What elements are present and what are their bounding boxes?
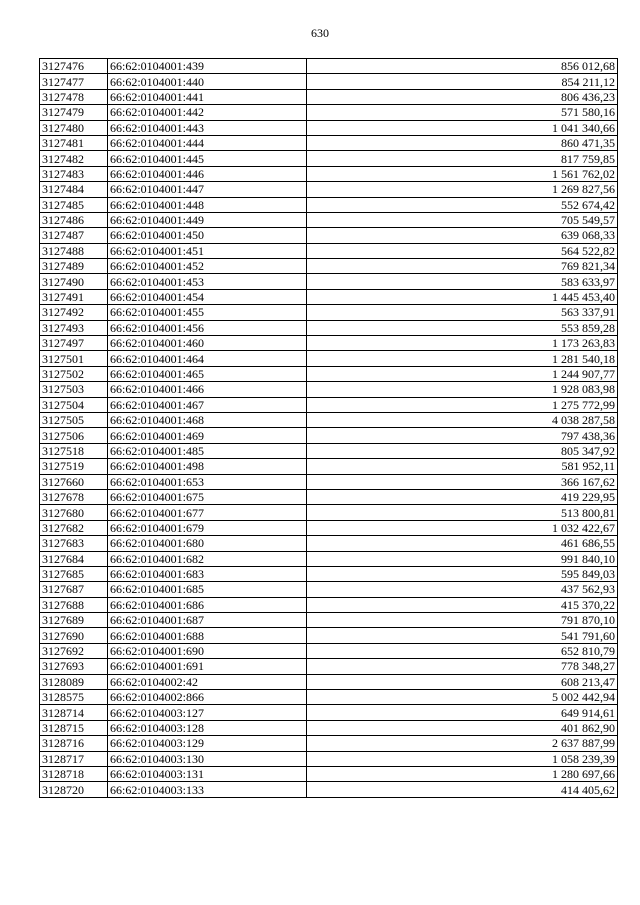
cadastral-value-cell: 778 348,27 [307,659,618,674]
row-number-cell: 3127687 [40,582,108,597]
table-row [40,643,618,658]
cadastral-number-cell: 66:62:0104001:454 [108,289,307,304]
table-row [40,151,618,166]
cadastral-value-cell: 4 038 287,58 [307,412,618,427]
cadastral-number-cell: 66:62:0104001:450 [108,228,307,243]
table-row [40,520,618,535]
table-row [40,166,618,181]
cadastral-value-cell: 652 810,79 [307,643,618,658]
cadastral-number-cell: 66:62:0104001:690 [108,643,307,658]
cadastral-value-cell: 805 347,92 [307,443,618,458]
row-number-cell: 3127484 [40,182,108,197]
row-number-cell: 3127493 [40,320,108,335]
cadastral-value-cell: 817 759,85 [307,151,618,166]
cadastral-number-cell: 66:62:0104001:686 [108,597,307,612]
row-number-cell: 3127502 [40,366,108,381]
table-row [40,659,618,674]
table-row [40,120,618,135]
table-row [40,736,618,751]
row-number-cell: 3127481 [40,135,108,150]
table-row [40,489,618,504]
cadastral-value-cell: 791 870,10 [307,613,618,628]
table-row [40,459,618,474]
cadastral-number-cell: 66:62:0104002:866 [108,690,307,705]
cadastral-value-cell: 419 229,95 [307,489,618,504]
cadastral-value-cell: 608 213,47 [307,674,618,689]
cadastral-number-cell: 66:62:0104001:464 [108,351,307,366]
table-row [40,336,618,351]
table-row [40,74,618,89]
row-number-cell: 3127486 [40,212,108,227]
table-row [40,182,618,197]
cadastral-value-cell: 581 952,11 [307,459,618,474]
cadastral-number-cell: 66:62:0104001:467 [108,397,307,412]
cadastral-value-cell: 1 561 762,02 [307,166,618,181]
table-row [40,105,618,120]
row-number-cell: 3128089 [40,674,108,689]
cadastral-number-cell: 66:62:0104001:469 [108,428,307,443]
row-number-cell: 3127689 [40,613,108,628]
cadastral-value-cell: 860 471,35 [307,135,618,150]
row-number-cell: 3127692 [40,643,108,658]
table-row [40,566,618,581]
row-number-cell: 3127506 [40,428,108,443]
cadastral-number-cell: 66:62:0104001:498 [108,459,307,474]
cadastral-value-cell: 769 821,34 [307,259,618,274]
cadastral-number-cell: 66:62:0104001:447 [108,182,307,197]
row-number-cell: 3127690 [40,628,108,643]
row-number-cell: 3127480 [40,120,108,135]
cadastral-value-cell: 806 436,23 [307,89,618,104]
cadastral-value-cell: 1 032 422,67 [307,520,618,535]
table-body [40,59,618,798]
row-number-cell: 3128716 [40,736,108,751]
table-row [40,690,618,705]
row-number-cell: 3127491 [40,289,108,304]
row-number-cell: 3127488 [40,243,108,258]
row-number-cell: 3128718 [40,766,108,781]
cadastral-number-cell: 66:62:0104001:451 [108,243,307,258]
cadastral-number-cell: 66:62:0104001:679 [108,520,307,535]
cadastral-value-cell: 1 041 340,66 [307,120,618,135]
cadastral-value-cell: 639 068,33 [307,228,618,243]
page-number: 630 [311,26,329,40]
table-row [40,135,618,150]
table-row [40,397,618,412]
cadastral-value-cell: 2 637 887,99 [307,736,618,751]
table-row [40,474,618,489]
row-number-cell: 3127482 [40,151,108,166]
cadastral-number-cell: 66:62:0104001:439 [108,59,307,74]
cadastral-value-table [39,58,618,798]
cadastral-value-cell: 571 580,16 [307,105,618,120]
table-row [40,505,618,520]
row-number-cell: 3127683 [40,536,108,551]
cadastral-number-cell: 66:62:0104002:42 [108,674,307,689]
cadastral-value-cell: 1 173 263,83 [307,336,618,351]
row-number-cell: 3128720 [40,782,108,797]
cadastral-number-cell: 66:62:0104001:465 [108,366,307,381]
cadastral-value-cell: 1 275 772,99 [307,397,618,412]
row-number-cell: 3127497 [40,336,108,351]
cadastral-value-cell: 1 269 827,56 [307,182,618,197]
table-row [40,320,618,335]
cadastral-value-cell: 649 914,61 [307,705,618,720]
cadastral-number-cell: 66:62:0104001:449 [108,212,307,227]
cadastral-number-cell: 66:62:0104001:446 [108,166,307,181]
cadastral-value-cell: 1 280 697,66 [307,766,618,781]
table-row [40,551,618,566]
cadastral-number-cell: 66:62:0104001:442 [108,105,307,120]
cadastral-value-cell: 513 800,81 [307,505,618,520]
row-number-cell: 3127682 [40,520,108,535]
cadastral-number-cell: 66:62:0104001:675 [108,489,307,504]
cadastral-number-cell: 66:62:0104001:444 [108,135,307,150]
row-number-cell: 3127489 [40,259,108,274]
cadastral-value-cell: 415 370,22 [307,597,618,612]
cadastral-number-cell: 66:62:0104001:453 [108,274,307,289]
row-number-cell: 3128714 [40,705,108,720]
cadastral-value-cell: 5 002 442,94 [307,690,618,705]
cadastral-value-cell: 414 405,62 [307,782,618,797]
cadastral-value-cell: 1 445 453,40 [307,289,618,304]
cadastral-number-cell: 66:62:0104001:688 [108,628,307,643]
table-row [40,597,618,612]
row-number-cell: 3127684 [40,551,108,566]
table-row [40,674,618,689]
row-number-cell: 3127688 [40,597,108,612]
cadastral-number-cell: 66:62:0104001:680 [108,536,307,551]
cadastral-value-cell: 564 522,82 [307,243,618,258]
cadastral-number-cell: 66:62:0104001:468 [108,412,307,427]
cadastral-value-cell: 595 849,03 [307,566,618,581]
cadastral-number-cell: 66:62:0104001:443 [108,120,307,135]
table-row [40,243,618,258]
cadastral-value-cell: 366 167,62 [307,474,618,489]
table-row [40,628,618,643]
table-row [40,582,618,597]
row-number-cell: 3127660 [40,474,108,489]
row-number-cell: 3127476 [40,59,108,74]
cadastral-number-cell: 66:62:0104001:440 [108,74,307,89]
cadastral-value-cell: 401 862,90 [307,720,618,735]
table-row [40,428,618,443]
row-number-cell: 3127487 [40,228,108,243]
row-number-cell: 3127518 [40,443,108,458]
row-number-cell: 3127678 [40,489,108,504]
row-number-cell: 3127501 [40,351,108,366]
row-number-cell: 3127490 [40,274,108,289]
cadastral-number-cell: 66:62:0104003:131 [108,766,307,781]
table-row [40,89,618,104]
cadastral-value-cell: 1 244 907,77 [307,366,618,381]
table-row [40,782,618,797]
table-row [40,705,618,720]
row-number-cell: 3127477 [40,74,108,89]
cadastral-number-cell: 66:62:0104001:685 [108,582,307,597]
table-row [40,382,618,397]
row-number-cell: 3127505 [40,412,108,427]
table-row [40,351,618,366]
cadastral-number-cell: 66:62:0104001:452 [108,259,307,274]
cadastral-number-cell: 66:62:0104003:130 [108,751,307,766]
cadastral-value-cell: 1 928 083,98 [307,382,618,397]
row-number-cell: 3127693 [40,659,108,674]
cadastral-value-cell: 553 859,28 [307,320,618,335]
cadastral-value-cell: 583 633,97 [307,274,618,289]
cadastral-number-cell: 66:62:0104001:683 [108,566,307,581]
cadastral-value-cell: 437 562,93 [307,582,618,597]
cadastral-number-cell: 66:62:0104001:485 [108,443,307,458]
cadastral-number-cell: 66:62:0104003:127 [108,705,307,720]
cadastral-number-cell: 66:62:0104001:687 [108,613,307,628]
row-number-cell: 3128575 [40,690,108,705]
cadastral-value-cell: 854 211,12 [307,74,618,89]
table-row [40,305,618,320]
cadastral-value-cell: 705 549,57 [307,212,618,227]
table-row [40,366,618,381]
cadastral-value-cell: 1 281 540,18 [307,351,618,366]
cadastral-value-cell: 563 337,91 [307,305,618,320]
table-row [40,720,618,735]
row-number-cell: 3127479 [40,105,108,120]
cadastral-value-cell: 1 058 239,39 [307,751,618,766]
cadastral-value-cell: 991 840,10 [307,551,618,566]
table-row [40,536,618,551]
row-number-cell: 3127503 [40,382,108,397]
cadastral-number-cell: 66:62:0104001:445 [108,151,307,166]
table-row [40,274,618,289]
row-number-cell: 3128717 [40,751,108,766]
table-row [40,197,618,212]
cadastral-value-cell: 552 674,42 [307,197,618,212]
table-row [40,289,618,304]
table-row [40,212,618,227]
cadastral-number-cell: 66:62:0104003:133 [108,782,307,797]
cadastral-value-cell: 856 012,68 [307,59,618,74]
row-number-cell: 3127483 [40,166,108,181]
row-number-cell: 3127492 [40,305,108,320]
cadastral-number-cell: 66:62:0104001:441 [108,89,307,104]
cadastral-number-cell: 66:62:0104001:677 [108,505,307,520]
row-number-cell: 3127519 [40,459,108,474]
cadastral-number-cell: 66:62:0104001:448 [108,197,307,212]
table-row [40,443,618,458]
cadastral-value-cell: 541 791,60 [307,628,618,643]
row-number-cell: 3127680 [40,505,108,520]
table-row [40,412,618,427]
row-number-cell: 3127478 [40,89,108,104]
table-row [40,259,618,274]
table-row [40,59,618,74]
table-row [40,751,618,766]
cadastral-number-cell: 66:62:0104003:129 [108,736,307,751]
table-row [40,613,618,628]
row-number-cell: 3127485 [40,197,108,212]
table-row [40,228,618,243]
cadastral-value-cell: 461 686,55 [307,536,618,551]
cadastral-number-cell: 66:62:0104001:682 [108,551,307,566]
cadastral-number-cell: 66:62:0104001:466 [108,382,307,397]
cadastral-value-cell: 797 438,36 [307,428,618,443]
row-number-cell: 3127504 [40,397,108,412]
cadastral-number-cell: 66:62:0104003:128 [108,720,307,735]
row-number-cell: 3128715 [40,720,108,735]
cadastral-number-cell: 66:62:0104001:653 [108,474,307,489]
cadastral-number-cell: 66:62:0104001:455 [108,305,307,320]
row-number-cell: 3127685 [40,566,108,581]
cadastral-number-cell: 66:62:0104001:456 [108,320,307,335]
table-row [40,766,618,781]
cadastral-number-cell: 66:62:0104001:460 [108,336,307,351]
cadastral-number-cell: 66:62:0104001:691 [108,659,307,674]
